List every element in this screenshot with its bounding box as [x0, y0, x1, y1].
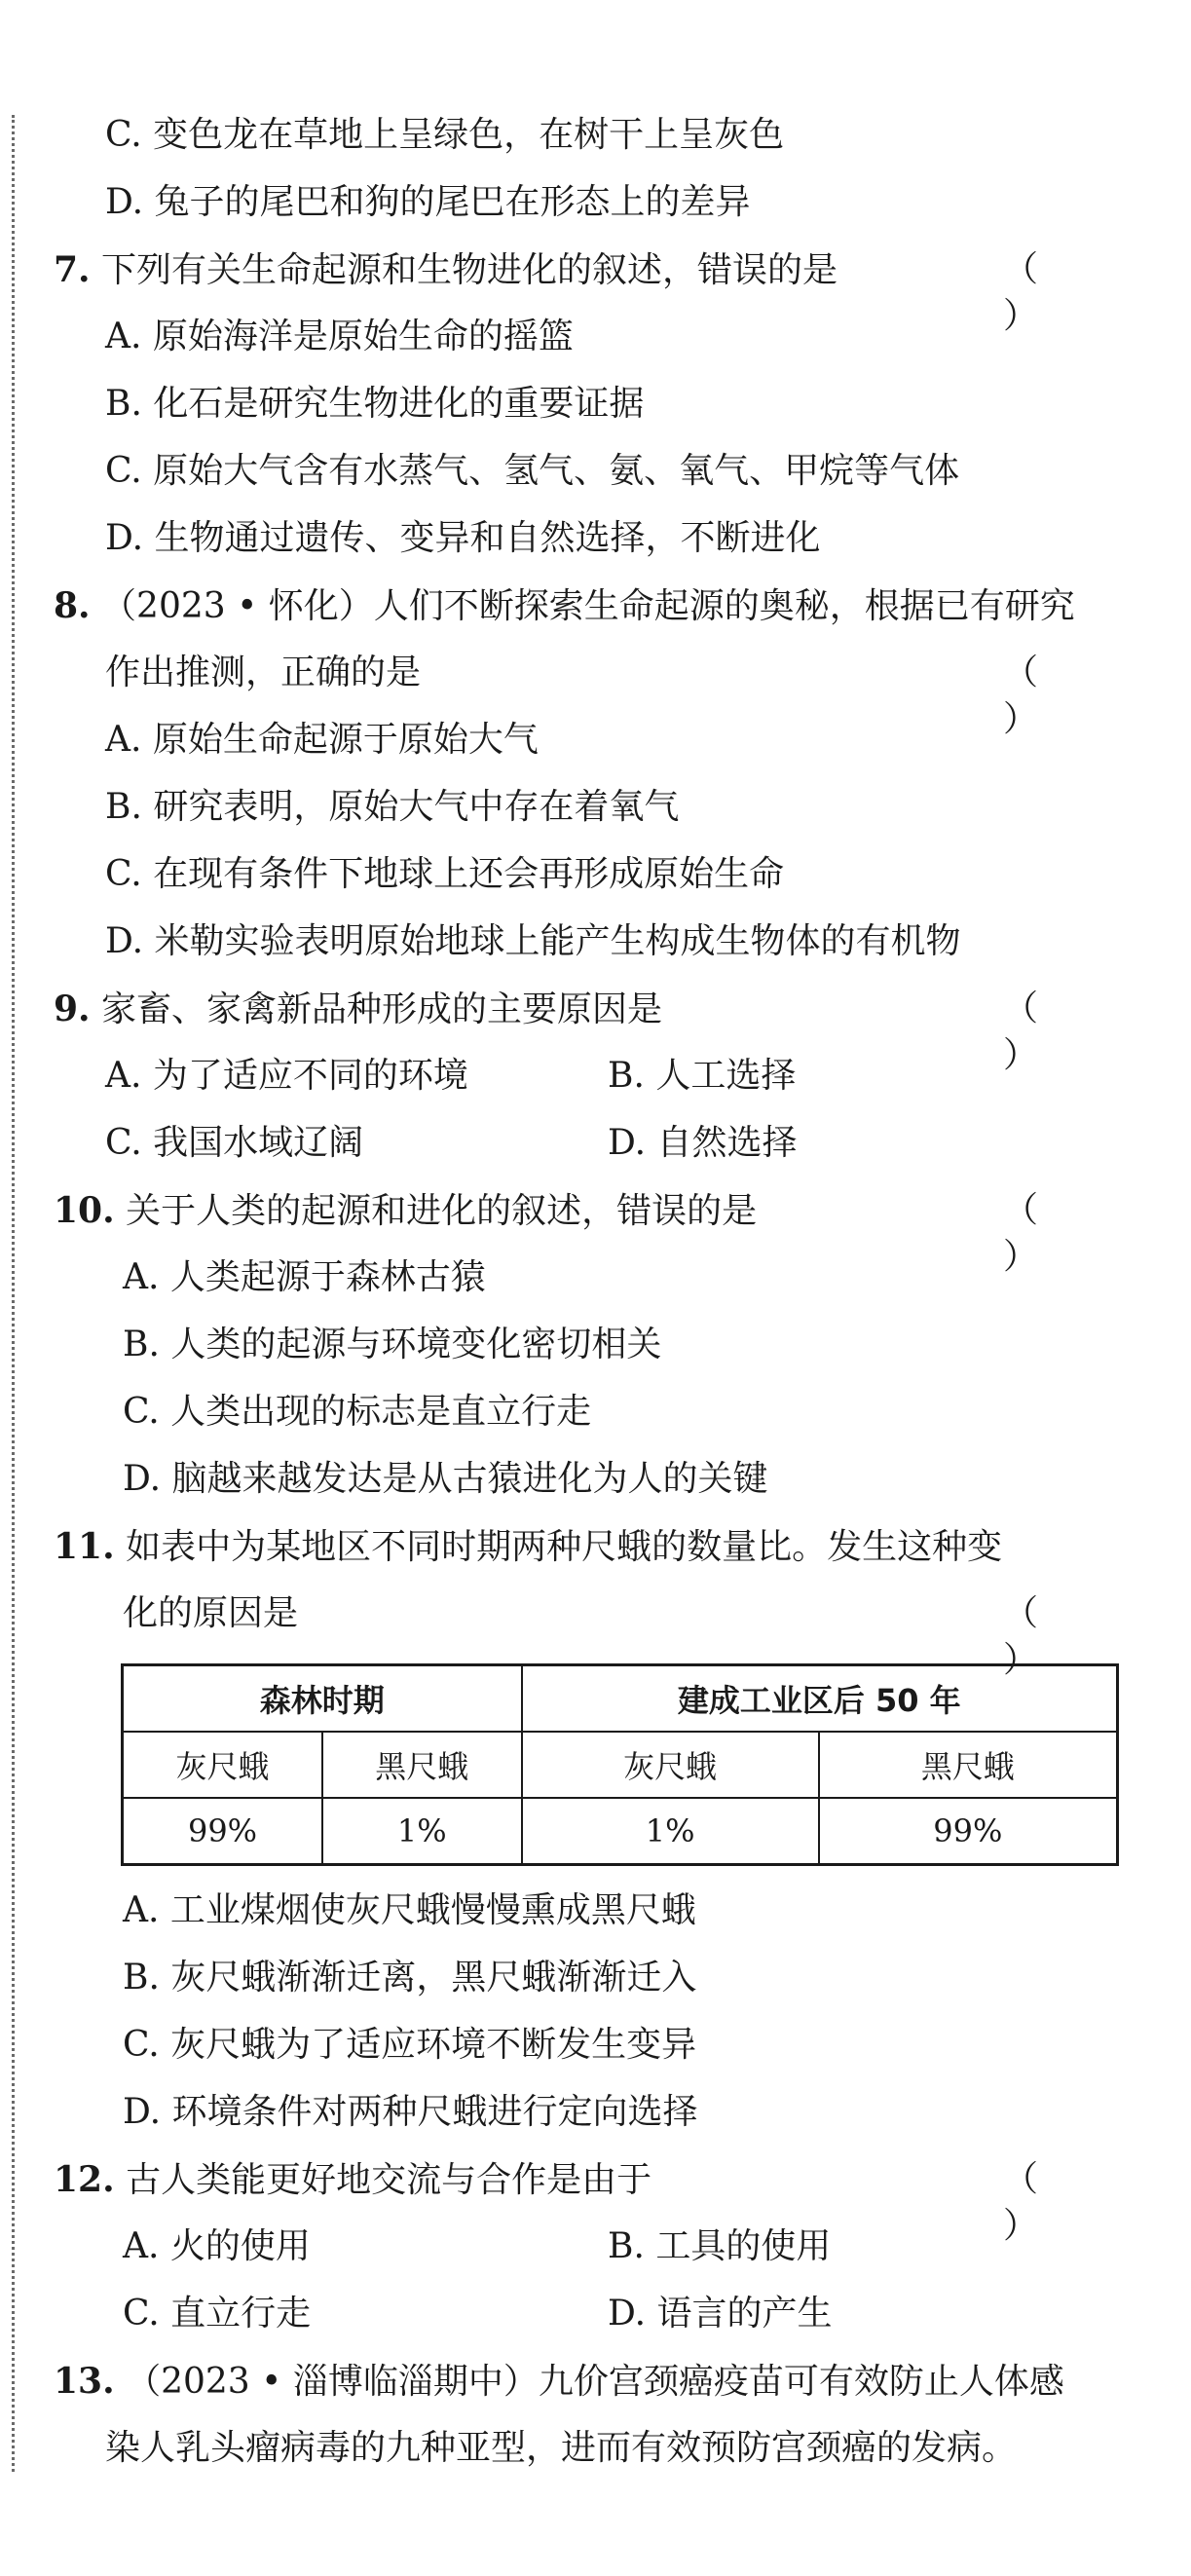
- q9-option-b: B. 人工选择: [608, 1056, 797, 1096]
- table-cell: 灰尺蛾: [522, 1732, 819, 1798]
- q11-answer-paren: （ ）: [1003, 1593, 1090, 1680]
- q12-answer-paren: （ ）: [1003, 2159, 1090, 2246]
- table-cell: 黑尺蛾: [819, 1732, 1118, 1798]
- table-header-row: [123, 1665, 1118, 1733]
- q7-text: 下列有关生命起源和生物进化的叙述，错误的是: [101, 250, 838, 290]
- q6-option-c: C. 变色龙在草地上呈绿色，在树干上呈灰色: [105, 115, 785, 155]
- q10-stem: [54, 1187, 757, 1235]
- q11-text-1: 如表中为某地区不同时期两种尺蛾的数量比。发生这种变: [126, 1527, 1003, 1567]
- q11-stem-line1: [54, 1523, 1002, 1571]
- table-cell: 灰尺蛾: [123, 1732, 323, 1798]
- q8-option-a: A. 原始生命起源于原始大气: [105, 720, 539, 760]
- q9-option-a: A. 为了适应不同的环境: [105, 1056, 468, 1096]
- q7-number: 7.: [54, 249, 91, 290]
- q9-text: 家畜、家禽新品种形成的主要原因是: [101, 989, 663, 1029]
- q12-option-b: B. 工具的使用: [608, 2226, 832, 2266]
- q11-option-c: C. 灰尺蛾为了适应环境不断发生变异: [123, 2025, 697, 2065]
- table-cell: 99%: [123, 1798, 323, 1865]
- q10-option-a: A. 人类起源于森林古猿: [123, 1257, 486, 1297]
- table-header-industrial: 建成工业区后 50 年: [522, 1665, 1118, 1733]
- q7-option-b: B. 化石是研究生物进化的重要证据: [105, 384, 645, 424]
- q11-stem-line2: 化的原因是: [123, 1593, 299, 1633]
- q13-text-1: （2023 • 淄博临淄期中）九价宫颈癌疫苗可有效防止人体感: [126, 2362, 1064, 2402]
- q10-option-b: B. 人类的起源与环境变化密切相关: [123, 1325, 662, 1364]
- q8-option-d: D. 米勒实验表明原始地球上能产生构成生物体的有机物: [105, 921, 961, 961]
- q9-option-c: C. 我国水域辽阔: [105, 1123, 364, 1163]
- q12-option-c: C. 直立行走: [123, 2294, 312, 2333]
- table-header-forest: 森林时期: [123, 1665, 522, 1733]
- q9-option-d: D. 自然选择: [608, 1123, 798, 1163]
- q12-number: 12.: [54, 2159, 115, 2200]
- q9-stem: [54, 986, 662, 1033]
- q11-option-d: D. 环境条件对两种尺蛾进行定向选择: [123, 2092, 698, 2132]
- moth-ratio-table: [121, 1663, 1119, 1866]
- table-cell: 1%: [522, 1798, 819, 1865]
- q13-stem-line1: [54, 2358, 1064, 2406]
- q10-number: 10.: [54, 1190, 115, 1231]
- q10-option-c: C. 人类出现的标志是直立行走: [123, 1392, 592, 1432]
- q13-number: 13.: [54, 2361, 115, 2402]
- q8-answer-paren: （ ）: [1003, 653, 1090, 739]
- q8-text-1: （2023 • 怀化）人们不断探索生命起源的奥秘，根据已有研究: [101, 586, 1075, 626]
- dotted-margin-line: [12, 115, 15, 2472]
- table-row: [123, 1798, 1118, 1865]
- q7-option-c: C. 原始大气含有水蒸气、氢气、氨、氧气、甲烷等气体: [105, 451, 960, 491]
- q8-stem-line1: [54, 582, 1075, 630]
- q7-option-a: A. 原始海洋是原始生命的摇篮: [105, 317, 574, 356]
- q7-stem: [54, 246, 837, 294]
- q12-option-d: D. 语言的产生: [608, 2294, 833, 2333]
- q12-stem: [54, 2156, 651, 2204]
- q7-option-d: D. 生物通过遗传、变异和自然选择，不断进化: [105, 518, 821, 558]
- q7-answer-paren: （ ）: [1003, 249, 1090, 336]
- q12-option-a: A. 火的使用: [123, 2226, 311, 2266]
- q12-text: 古人类能更好地交流与合作是由于: [126, 2160, 652, 2200]
- q11-option-b: B. 灰尺蛾渐渐迁离，黑尺蛾渐渐迁入: [123, 1958, 697, 1997]
- table-cell: 黑尺蛾: [322, 1732, 521, 1798]
- table-cell: 1%: [322, 1798, 521, 1865]
- q9-number: 9.: [54, 989, 91, 1029]
- q8-number: 8.: [54, 585, 91, 626]
- table-cell: 99%: [819, 1798, 1118, 1865]
- q8-option-b: B. 研究表明，原始大气中存在着氧气: [105, 787, 680, 827]
- q8-stem-line2: 作出推测，正确的是: [105, 653, 422, 692]
- q10-text: 关于人类的起源和进化的叙述，错误的是: [126, 1191, 758, 1231]
- q11-option-a: A. 工业煤烟使灰尺蛾慢慢熏成黑尺蛾: [123, 1890, 696, 1930]
- q9-answer-paren: （ ）: [1003, 989, 1090, 1075]
- q8-option-c: C. 在现有条件下地球上还会再形成原始生命: [105, 854, 785, 894]
- q10-option-d: D. 脑越来越发达是从古猿进化为人的关键: [123, 1459, 768, 1499]
- table-row: [123, 1732, 1118, 1798]
- q10-answer-paren: （ ）: [1003, 1190, 1090, 1277]
- q11-number: 11.: [54, 1526, 115, 1567]
- q6-option-d: D. 兔子的尾巴和狗的尾巴在形态上的差异: [105, 182, 751, 222]
- q13-stem-line2: 染人乳头瘤病毒的九种亚型，进而有效预防宫颈癌的发病。: [105, 2428, 1018, 2468]
